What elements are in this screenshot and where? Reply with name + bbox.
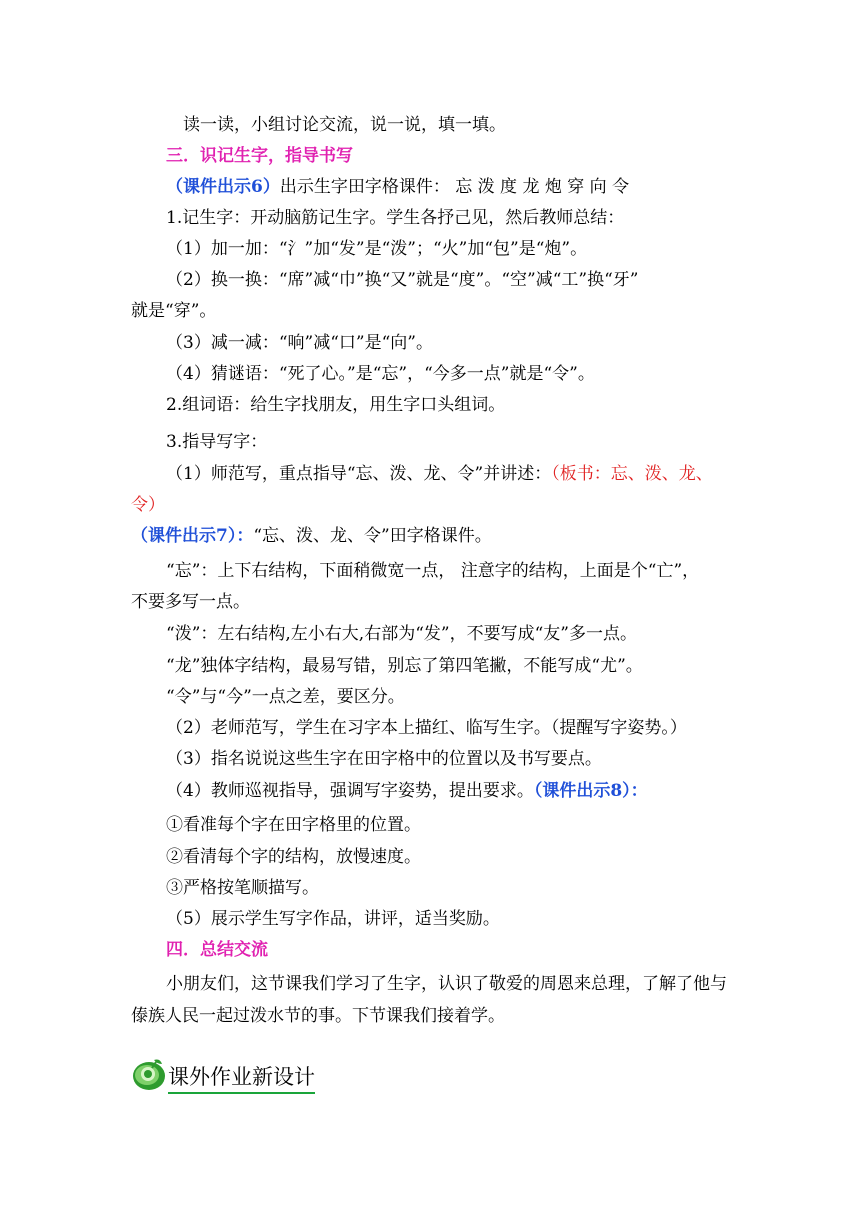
char-long-line: “龙”独体字结构，最易写错，别忘了第四笔撇，不能写成“尤”。	[166, 656, 643, 676]
char-po-line: “泼”：左右结构,左小右大,右部为“发”，不要写成“友”多一点。	[166, 624, 637, 644]
step-1-1-line: （1）加一加：“氵”加“发”是“泼”；“火”加“包”是“炮”。	[166, 239, 588, 259]
courseware-7-line	[131, 524, 492, 548]
courseware-tag-7: （课件出示7）：	[131, 526, 254, 546]
courseware-6-text: 出示生字田字格课件： 忘 泼 度 龙 炮 穿 向 令	[279, 177, 630, 197]
step-3-4-line	[166, 779, 648, 803]
courseware-6-line	[166, 175, 629, 199]
courseware-tag-8: （课件出示8）：	[533, 781, 648, 801]
homework-section-title: 课外作业新设计	[168, 1063, 315, 1094]
char-wang-cont: 不要多写一点。	[131, 592, 250, 612]
section-heading-3: 三．识记生字，指导书写	[166, 146, 353, 166]
step-1-2-cont: 就是“穿”。	[131, 301, 217, 321]
step-3-2-line: （2）老师范写，学生在习字本上描红、临写生字。（提醒写字姿势。）	[166, 718, 687, 738]
courseware-7-text: “忘、泼、龙、令”田字格课件。	[253, 526, 492, 546]
step-1-2-line: （2）换一换：“席”减“巾”换“又”就是“度”。“空”减“工”换“牙”	[166, 270, 639, 290]
req-2-line: ②看清每个字的结构，放慢速度。	[166, 847, 421, 867]
section-heading-4: 四．总结交流	[166, 940, 268, 960]
step-3-1-text: （1）师范写，重点指导“忘、泼、龙、令”并讲述：	[166, 464, 552, 484]
char-ling-line: “令”与“今”一点之差，要区分。	[166, 687, 405, 707]
summary-line-1: 小朋友们，这节课我们学习了生字，认识了敬爱的周恩来总理，了解了他与	[166, 974, 727, 994]
board-note-cont: 令）	[131, 495, 165, 515]
intro-line: 读一读，小组讨论交流，说一说，填一填。	[183, 115, 506, 135]
step-1-3-line: （3）减一减：“响”减“口”是“向”。	[166, 333, 433, 353]
step-2-line: 2.组词语：给生字找朋友，用生字口头组词。	[166, 395, 506, 415]
summary-line-2: 傣族人民一起过泼水节的事。下节课我们接着学。	[131, 1006, 505, 1026]
step-3-4-text: （4）教师巡视指导，强调写字姿势，提出要求。	[166, 781, 534, 801]
req-3-line: ③严格按笔顺描写。	[166, 878, 319, 898]
green-leaf-logo-icon	[130, 1054, 168, 1092]
step-1-line: 1.记生字：开动脑筋记生字。学生各抒己见，然后教师总结：	[166, 208, 625, 228]
step-1-4-line: （4）猜谜语：“死了心。”是“忘”，“今多一点”就是“令”。	[166, 364, 595, 384]
req-1-line: ①看准每个字在田字格里的位置。	[166, 815, 421, 835]
step-3-5-line: （5）展示学生写字作品，讲评，适当奖励。	[166, 909, 500, 929]
courseware-tag-6: （课件出示6）	[166, 177, 280, 197]
step-3-line: 3.指导写字：	[166, 432, 268, 452]
step-3-1-line	[166, 462, 713, 486]
char-wang-line: “忘”：上下右结构，下面稍微宽一点， 注意字的结构，上面是个“亡”，	[166, 561, 700, 581]
step-3-3-line: （3）指名说说这些生字在田字格中的位置以及书写要点。	[166, 749, 602, 769]
board-note: （板书：忘、泼、龙、	[551, 464, 713, 484]
